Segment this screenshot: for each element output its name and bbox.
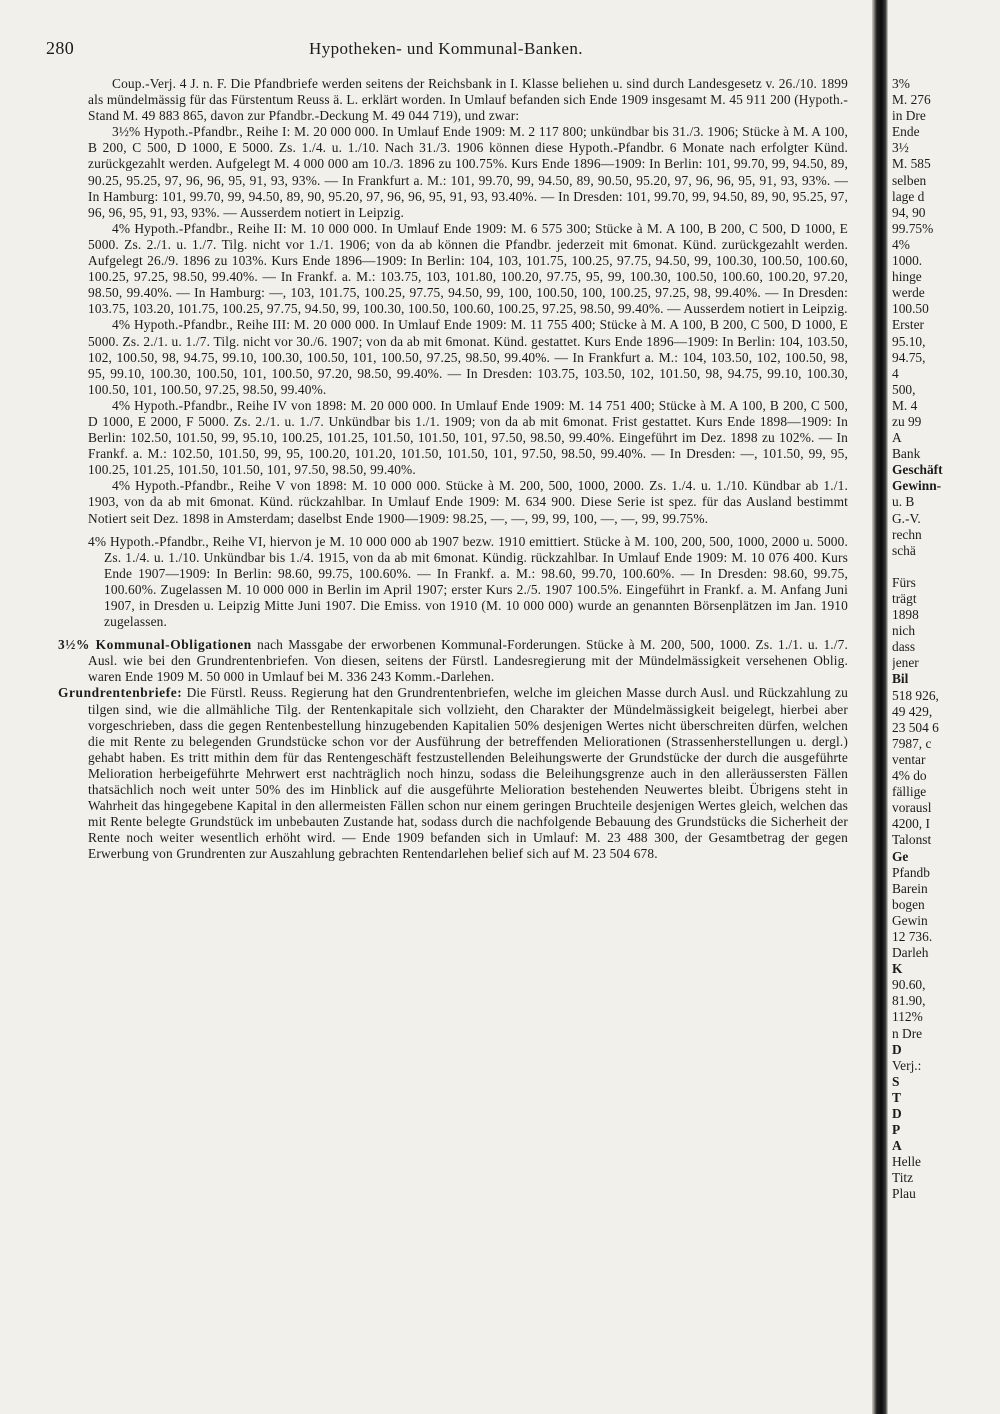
- fragment-line: S: [892, 1073, 900, 1089]
- paragraph: [88, 124, 848, 221]
- fragment-line: 500,: [892, 381, 916, 397]
- fragment-line: Bil: [892, 671, 909, 687]
- adjacent-page-fragment: [892, 76, 1000, 1203]
- fragment-line: 99.75%: [892, 220, 934, 236]
- fragment-line: 81.90,: [892, 993, 926, 1009]
- paragraph: [58, 637, 848, 685]
- fragment-line: A: [892, 430, 902, 446]
- fragment-line: Ge: [892, 848, 909, 864]
- paragraph-heading: 3½% Kommunal-Obligationen: [58, 637, 252, 653]
- fragment-line: Verj.:: [892, 1057, 922, 1073]
- fragment-line: 112%: [892, 1009, 923, 1025]
- fragment-line: Gewinn-: [892, 478, 942, 494]
- fragment-line: 4200, I: [892, 816, 930, 832]
- paragraph-text: nach Massgabe der erworbenen Kommunal-Forderungen. Stücke à M. 200, 500, 1000. Zs. 1./1. u. 1./7. Ausl. wie bei den Grundrentenbriefen. Von diesen, seitens der Fürstl. Landesregierung mit der Mündelmässigkeit versehenen Oblig. waren Ende 1909 M. 50 000 in Umlauf bei M. 336 243 Komm.-Darlehen.: [88, 637, 849, 685]
- fragment-line: 1000.: [892, 253, 923, 269]
- paragraph: [88, 76, 848, 124]
- fragment-line: 12 736.: [892, 928, 933, 944]
- fragment-line: lage d: [892, 188, 925, 204]
- fragment-line: M. 585: [892, 156, 931, 172]
- fragment-line: 100.50: [892, 301, 929, 317]
- fragment-line: schä: [892, 542, 916, 558]
- paragraph-text: 4% Hypoth.-Pfandbr., Reihe III: M. 20 000 000. In Umlauf Ende 1909: M. 11 755 400; Stücke à M. A 100, B 200, C 500, D 1000, E 5000. Zs. 2./1. u. 1./7. Tilg. nicht vor 30./6. 1907; von da ab mit 6monat. Künd. gestattet. Kurs Ende 1896—1909: In Berlin: 104, 103.50, 102, 100.50, 98, 94.75, 99.10, 100.30, 100.50, 101, 100.50, 97.25, 98.50, 99.40%. — In Frankfurt a. M.: 104, 103.50, 102, 100.50, 98, 95, 99.10, 100.30, 100.50, 101, 100.50, 97.20, 98.50, 99.40%. — In Dresden: 103.75, 103.50, 102, 101.50, 98, 94.75, 99.10, 100.30, 100.50, 101, 100.50, 97.25, 98.50, 99.40%.: [88, 317, 848, 397]
- fragment-line: 90.60,: [892, 977, 926, 993]
- fragment-line: werde: [892, 285, 925, 301]
- fragment-line: M. 276: [892, 92, 931, 108]
- fragment-line: 3%: [892, 76, 910, 91]
- fragment-line: T: [892, 1089, 901, 1105]
- fragment-line: jener: [892, 655, 919, 671]
- paragraph-text: 4% Hypoth.-Pfandbr., Reihe V von 1898: M. 10 000 000. Stücke à M. 200, 500, 1000, 2000. Zs. 1./4. u. 1./10. Kündbar ab 1./1. 1903, von da ab mit 6monat. Künd. rückzahlbar. In Umlauf Ende 1909: M. 634 900. Diese Serie ist spez. für das Ausland bestimmt Notiert seit Dez. 1898 in Amsterdam; daselbst Ende 1900—1909: 98.25, —, —, 99, 99, 100, —, —, 99, 99.75%.: [88, 478, 848, 526]
- fragment-line: Helle: [892, 1154, 921, 1170]
- fragment-line: Gewin: [892, 912, 928, 928]
- paragraph-text: 3½% Hypoth.-Pfandbr., Reihe I: M. 20 000 000. In Umlauf Ende 1909: M. 2 117 800; unkündbar bis 31./3. 1906; Stücke à M. A 100, B 200, C 500, D 1000, E 5000. Zs. 1./4. u. 1./10. Nach 31./3. 1906 können diese Hypoth.-Pfandbr. 6 Monate nach erfolgter Künd. zurückgezahlt werden. Aufgelegt M. 4 000 000 am 10./3. 1896 zu 100.75%. Kurs Ende 1896—1909: In Berlin: 101, 99.70, 99, 94.50, 89, 90.25, 95.25, 97, 96, 96, 95, 91, 93, 93%. — In Frankfurt a. M.: 101, 99.70, 99, 94.50, 89, 90.50, 95.20, 97, 96, 96, 95, 91, 93, 93%. — In Hamburg: 101, 99.70, 99, 94.50, 89, 90, 95.20, 97, 96, 96, 95, 91, 93, 93.40%. — In Dresden: 101, 99.70, 99, 94.50, 89, 90, 95.25, 97, 96, 96, 95, 91, 93, 93%. — Ausserdem notiert in Leipzig.: [88, 124, 848, 220]
- paragraph-text: 4% Hypoth.-Pfandbr., Reihe VI, hiervon je M. 10 000 000 ab 1907 bezw. 1910 emittiert. Stücke à M. 100, 200, 500, 1000, 2000 u. 5000. Zs. 1./4. u. 1./10. Unkündbar bis 1./4. 1915, von da ab mit 6monat. Kündig. rückzahlbar. In Umlauf Ende 1909: M. 10 076 400. Kurs Ende 1907—1909: In Berlin: 98.60, 99.75, 100.60%. — In Frankf. a. M.: 98.60, 99.70, 100.60%. — In Dresden: 98.60, 99.75, 100.60%. Zugelassen M. 10 000 000 in Berlin im April 1907; erster Kurs 2./5. 1907 100.5%. Eingeführt in Frankf. a. M. Anfang Juni 1907, in Dresden u. Leipzig Mitte Juni 1907. Die Emiss. von 1910 (M. 10 000 000) wurde an genannten Börsenplätzen im Jan. 1910 zugelassen.: [88, 533, 848, 630]
- fragment-line: Geschäft: [892, 462, 943, 478]
- fragment-line: Talonst: [892, 832, 932, 848]
- fragment-line: dass: [892, 639, 916, 655]
- fragment-line: u. B: [892, 494, 915, 510]
- book-gutter-shadow: [872, 0, 888, 1414]
- fragment-line: zu 99: [892, 413, 922, 429]
- fragment-line: in Dre: [892, 108, 926, 124]
- paragraph: [88, 221, 848, 318]
- fragment-line: [892, 559, 1000, 575]
- main-text-column: [58, 76, 849, 863]
- fragment-line: rechn: [892, 526, 922, 542]
- fragment-line: 94.75,: [892, 349, 926, 365]
- paragraph: [88, 478, 848, 526]
- paragraph-text: Coup.-Verj. 4 J. n. F. Die Pfandbriefe werden seitens der Reichsbank in I. Klasse beliehen u. sind durch Landesgesetz v. 26./10. 1899 als mündelmässig für das Fürstentum Reuss ä. L. erklärt worden. In Umlauf befanden sich Ende 1909 insgesamt M. 45 911 200 (Hypoth.-Stand M. 49 883 865, davon zur Pfandbr.-Deckung M. 49 044 719), und zwar:: [88, 76, 848, 124]
- fragment-line: M. 4: [892, 397, 918, 413]
- fragment-line: trägt: [892, 591, 917, 606]
- paragraph-text: 4% Hypoth.-Pfandbr., Reihe II: M. 10 000 000. In Umlauf Ende 1909: M. 6 575 300; Stücke à M. A 100, B 200, C 500, D 1000, E 5000. Zs. 2./1. u. 1./7. Tilg. nicht vor 1./1. 1906; von da ab können die Pfandbr. jederzeit mit 6monat. Künd. zurückgezahlt werden. Aufgelegt 26./9. 1896 zu 103%. Kurs Ende 1896—1909: In Berlin: 104, 103, 101.75, 100.25, 97.75, 94.50, 99, 100.30, 100.50, 100.60, 100.25, 97.25, 98.50, 99.40%. — In Frankf. a. M.: 103.75, 103, 101.80, 100.20, 97.75, 95, 99, 100.30, 100.50, 100.60, 100.20, 97.20, 98.50, 99.40%. — In Hamburg: —, 103, 101.75, 100.25, 97.75, 94.50, 99, 100, 100.50, 100, 100.25, 97.25, 98, 99.40%. — In Dresden: 103.75, 103.20, 101.75, 100.25, 97.75, 94.50, 99, 100.30, 100.50, 100.60, 100.25, 97.25, 98.50, 99.40%. — Ausserdem notiert in Leipzig.: [88, 220, 848, 317]
- fragment-line: 49 429,: [892, 703, 933, 719]
- fragment-line: 1898: [892, 607, 919, 623]
- page-number: 280: [46, 38, 75, 58]
- paragraph-text: Die Fürstl. Reuss. Regierung hat den Grundrentenbriefen, welche im gleichen Masse durch Ausl. und Rückzahlung zu tilgen sind, wie die allmähliche Tilg. der Rentenkapitale sich vollzieht, den Charakter der Mündelmässigkeit beigelegt, hierbei aber vorgeschrieben, dass die gegen Rentenbestellung hinzugebenden Kapitalien 50% desjenigen Wertes nicht überschreiten dürfen, welchen die mit Rente zu belegenden Grundstücke schon vor der Ausführung der betreffenden Meliorationen (Strassenherstellungen u. dergl.) gehabt haben. Es tritt mithin dem für das Rentengeschäft festzustellenden Beleihungswerte der Grundstücke der durch die ausgeführte Melioration herbeigeführte Mehrwert erst nachträglich noch hinzu, sodass die Beleihungsgrenze auch in den alleräussersten Fällen thatsächlich noch weit unter 50% des im Hinblick auf die ausgeführte Melioration bestehenden Neuwertes bleibt. Übrigens steht in Wahrheit das hingegebene Kapital in den allermeisten Fällen schon nur einem geringen Bruchteile desjenigen Wertes gleich, welchen das mit Rente belegte Grundstück im unbebauten Zustande hat, sodass durch die nachfolgende Bebauung des Grundstücks die Sicherheit der Rente noch weiter wesentlich erhöht wird. — Ende 1909 befanden sich in Umlauf: M. 23 488 300, der Gesamtbetrag der gegen Erwerbung von Grundrenten zur Auszahlung gebrachten Rentendarlehen belief sich auf M. 23 504 678.: [88, 685, 848, 862]
- paragraph-text: 4% Hypoth.-Pfandbr., Reihe IV von 1898: M. 20 000 000. In Umlauf Ende 1909: M. 14 751 400; Stücke à M. A 100, B 200, C 500, D 1000, E 2000, F 5000. Zs. 2./1. u. 1./7. Unkündbar bis 1./1. 1909; von da ab mit 6monat. Frist gestattet. Kurs Ende 1898—1909: In Berlin: 102.50, 101.50, 99, 95.10, 100.25, 101.25, 101.50, 101.50, 101, 97.50, 98.50, 99.40%. Eingeführt im Dez. 1898 zu 102%. — In Frankf. a. M.: 102.50, 101.50, 99, 95, 100.20, 101.20, 101.50, 101.50, 101, 97.50, 98.50, 99.40%. — In Dresden: —, 101.50, 99, 95, 100.25, 101.25, 101.50, 101.50, 101, 97.50, 98.50, 99.40%.: [88, 397, 848, 478]
- paragraph: [88, 534, 848, 631]
- fragment-line: 518 926,: [892, 687, 939, 703]
- fragment-line: nich: [892, 623, 916, 639]
- fragment-line: vorausl: [892, 800, 932, 816]
- paragraph: [88, 317, 848, 397]
- paragraph-heading: Grundrentenbriefe:: [58, 685, 183, 701]
- fragment-line: A: [892, 1138, 902, 1154]
- fragment-line: hinge: [892, 269, 922, 285]
- paragraph: [88, 398, 848, 478]
- fragment-line: 94, 90: [892, 204, 926, 220]
- page-header: [46, 38, 846, 62]
- paragraph: [58, 685, 848, 862]
- fragment-line: 23 504 6: [892, 719, 939, 735]
- fragment-line: 7987, c: [892, 735, 932, 751]
- fragment-line: Barein: [892, 880, 928, 896]
- fragment-line: D: [892, 1106, 902, 1121]
- fragment-line: Erster: [892, 317, 924, 333]
- fragment-line: ventar: [892, 751, 926, 767]
- fragment-line: bogen: [892, 896, 925, 912]
- fragment-line: Plau: [892, 1186, 916, 1202]
- fragment-line: G.-V.: [892, 510, 921, 526]
- fragment-line: n Dre: [892, 1025, 923, 1041]
- fragment-line: 95.10,: [892, 333, 926, 349]
- fragment-line: fällige: [892, 784, 927, 800]
- fragment-line: Bank: [892, 446, 921, 462]
- fragment-line: 3½: [892, 140, 909, 156]
- fragment-line: 4: [892, 365, 899, 381]
- fragment-line: Titz: [892, 1170, 914, 1186]
- fragment-line: Pfandb: [892, 864, 930, 880]
- fragment-line: K: [892, 961, 903, 977]
- fragment-line: selben: [892, 172, 927, 188]
- fragment-line: Fürs: [892, 574, 916, 590]
- fragment-line: D: [892, 1041, 902, 1057]
- fragment-line: 4%: [892, 236, 910, 252]
- fragment-line: Ende: [892, 124, 920, 140]
- fragment-line: Darleh: [892, 945, 929, 961]
- running-title: Hypotheken- und Kommunal-Banken.: [309, 39, 583, 58]
- fragment-line: P: [892, 1122, 901, 1138]
- fragment-line: 4% do: [892, 768, 927, 784]
